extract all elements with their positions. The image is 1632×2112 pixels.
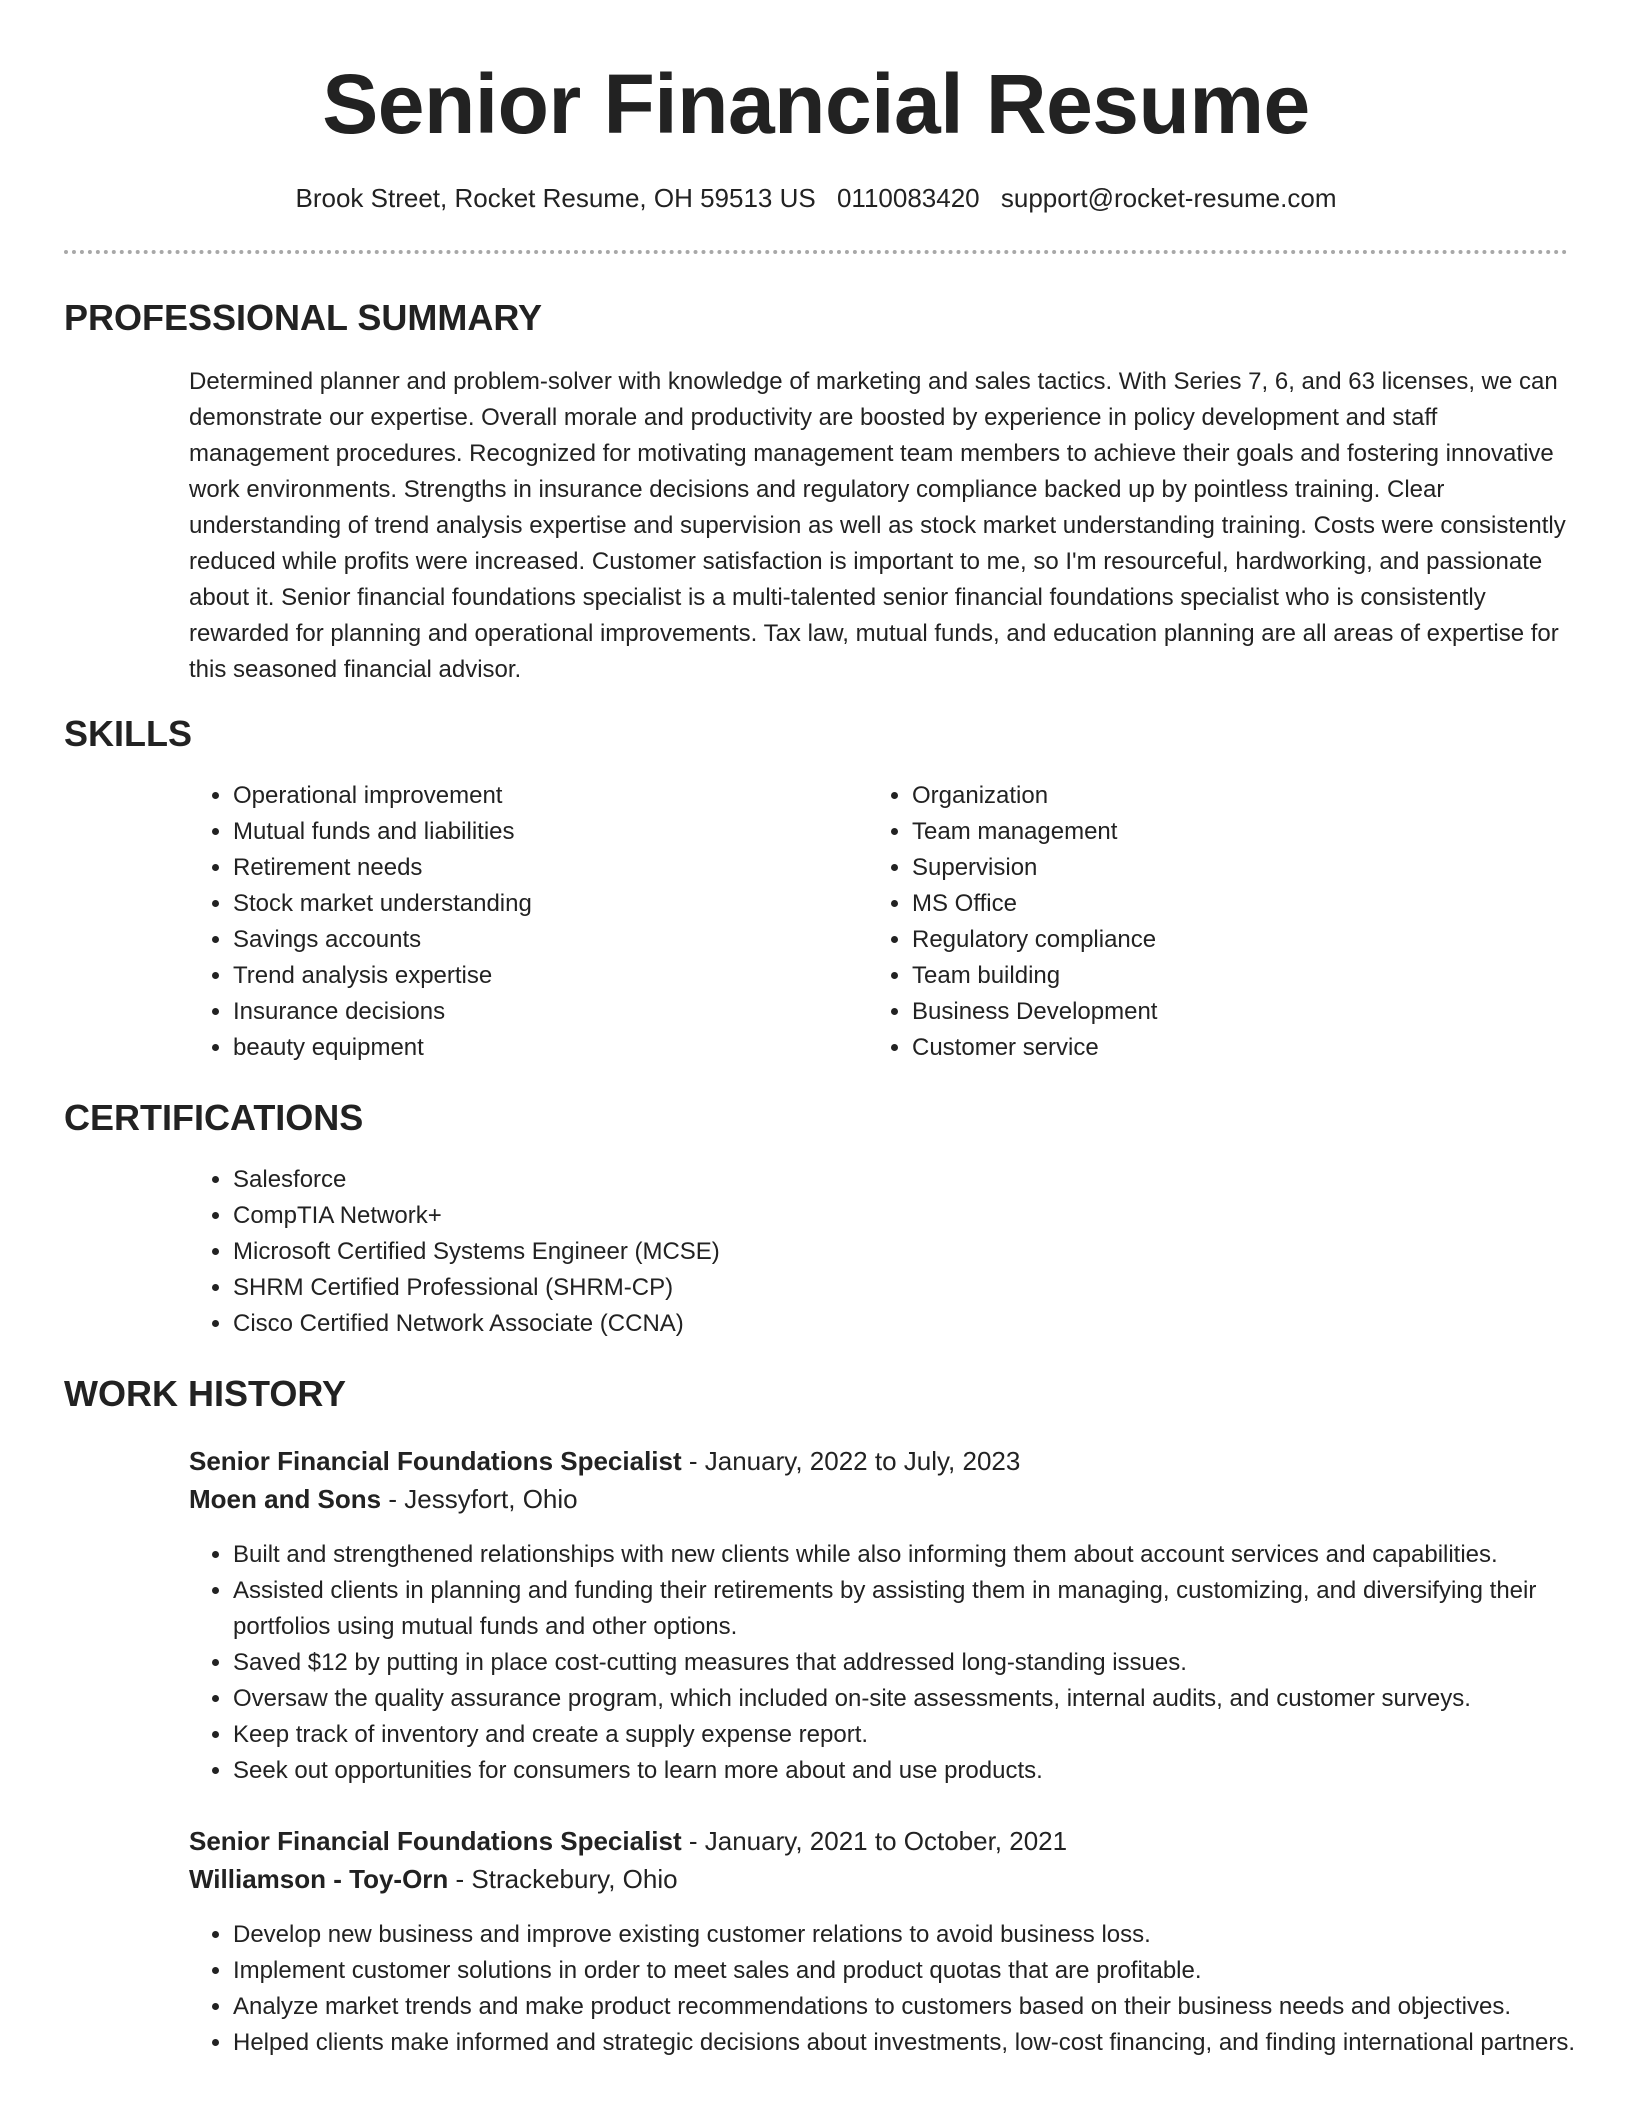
job-title: Senior Financial Foundations Specialist bbox=[189, 1446, 682, 1476]
skill-item: • Team building bbox=[912, 958, 1512, 994]
skills-list-left bbox=[189, 778, 833, 1066]
job-bullet: • Saved $12 by putting in place cost-cutting measures that addressed long-standing issues. bbox=[233, 1645, 1603, 1681]
skill-item: • Supervision bbox=[912, 850, 1512, 886]
certification-item: • Cisco Certified Network Associate (CCNA) bbox=[233, 1306, 1433, 1342]
resume-title: Senior Financial Resume bbox=[322, 57, 1310, 151]
skill-item: • Insurance decisions bbox=[233, 994, 833, 1030]
skill-item: • Retirement needs bbox=[233, 850, 833, 886]
job-company: Moen and Sons bbox=[189, 1484, 382, 1514]
contact-phone: 0110083420 bbox=[836, 183, 980, 213]
job-company: Williamson - Toy-Orn bbox=[189, 1864, 449, 1894]
skill-item: • Operational improvement bbox=[233, 778, 833, 814]
work-history-heading: WORK HISTORY bbox=[64, 1373, 347, 1414]
skill-item: • Savings accounts bbox=[233, 922, 833, 958]
job-bullet: • Assisted clients in planning and funding their retirements by assisting them in managing, customizing, and diversifying their portfolios using mutual funds and other options. bbox=[233, 1573, 1603, 1645]
job-bullet: • Seek out opportunities for consumers to learn more about and use products. bbox=[233, 1753, 1603, 1789]
skill-item: • beauty equipment bbox=[233, 1030, 833, 1066]
job-bullet: • Keep track of inventory and create a supply expense report. bbox=[233, 1717, 1603, 1753]
certification-item: • CompTIA Network+ bbox=[233, 1198, 1433, 1234]
job-dates: - January, 2022 to July, 2023 bbox=[681, 1446, 1021, 1476]
skill-item: • Regulatory compliance bbox=[912, 922, 1512, 958]
job-bullet: • Built and strengthened relationships with new clients while also informing them about account services and capabilities. bbox=[233, 1537, 1603, 1573]
contact-email: support@rocket-resume.com bbox=[1000, 183, 1337, 213]
summary-text: Determined planner and problem-solver with knowledge of marketing and sales tactics. With Series 7, 6, and 63 licenses, we can demonstrate our expertise. Overall morale and productivity are boosted by experience in policy development and staff management procedures. Recognized for motivating management team members to achieve their goals and fostering innovative work environments. Strengths in insurance decisions and regulatory compliance backed up by pointless training. Clear understanding of trend analysis expertise and supervision as well as stock market understanding training. Costs were consistently reduced while profits were increased. Customer satisfaction is important to me, so I'm resourceful, hardworking, and passionate about it. Senior financial foundations specialist is a multi-talented senior financial foundations specialist who is consistently rewarded for planning and operational improvements. Tax law, mutual funds, and education planning are all areas of expertise for this seasoned financial advisor. bbox=[189, 368, 1566, 683]
job-bullet: • Develop new business and improve existing customer relations to avoid business loss. bbox=[233, 1917, 1603, 1953]
certifications-heading: CERTIFICATIONS bbox=[64, 1097, 364, 1138]
skill-item: • Customer service bbox=[912, 1030, 1512, 1066]
job-company-line bbox=[189, 1480, 578, 1518]
skill-item: • Organization bbox=[912, 778, 1512, 814]
skill-item: • MS Office bbox=[912, 886, 1512, 922]
job-company-line bbox=[189, 1860, 678, 1898]
skill-item: • Trend analysis expertise bbox=[233, 958, 833, 994]
certification-item: • Salesforce bbox=[233, 1162, 1433, 1198]
certifications-list bbox=[189, 1162, 1433, 1342]
job-bullets bbox=[189, 1537, 1603, 1789]
job-bullet: • Analyze market trends and make product recommendations to customers based on their business needs and objectives. bbox=[233, 1989, 1603, 2025]
skill-item: • Mutual funds and liabilities bbox=[233, 814, 833, 850]
job-bullets bbox=[189, 1917, 1603, 2061]
certification-item: • Microsoft Certified Systems Engineer (MCSE) bbox=[233, 1234, 1433, 1270]
contact-line bbox=[0, 178, 1632, 218]
contact-address: Brook Street, Rocket Resume, OH 59513 US bbox=[295, 183, 816, 213]
job-bullet: • Oversaw the quality assurance program, which included on-site assessments, internal audits, and customer surveys. bbox=[233, 1681, 1603, 1717]
job-title-line bbox=[189, 1442, 1020, 1480]
certification-item: • SHRM Certified Professional (SHRM-CP) bbox=[233, 1270, 1433, 1306]
skills-heading: SKILLS bbox=[64, 713, 193, 754]
skill-item: • Team management bbox=[912, 814, 1512, 850]
job-location: - Jessyfort, Ohio bbox=[381, 1484, 578, 1514]
job-title: Senior Financial Foundations Specialist bbox=[189, 1826, 682, 1856]
job-bullet: • Helped clients make informed and strategic decisions about investments, low-cost financing, and finding international partners. bbox=[233, 2025, 1603, 2061]
job-location: - Strackebury, Ohio bbox=[448, 1864, 678, 1894]
job-dates: - January, 2021 to October, 2021 bbox=[681, 1826, 1068, 1856]
skills-list-right bbox=[868, 778, 1512, 1066]
job-bullet: • Implement customer solutions in order to meet sales and product quotas that are profitable. bbox=[233, 1953, 1603, 1989]
header-divider bbox=[64, 250, 1568, 254]
skill-item: • Stock market understanding bbox=[233, 886, 833, 922]
summary-heading: PROFESSIONAL SUMMARY bbox=[64, 297, 543, 338]
job-title-line bbox=[189, 1822, 1067, 1860]
skill-item: • Business Development bbox=[912, 994, 1512, 1030]
